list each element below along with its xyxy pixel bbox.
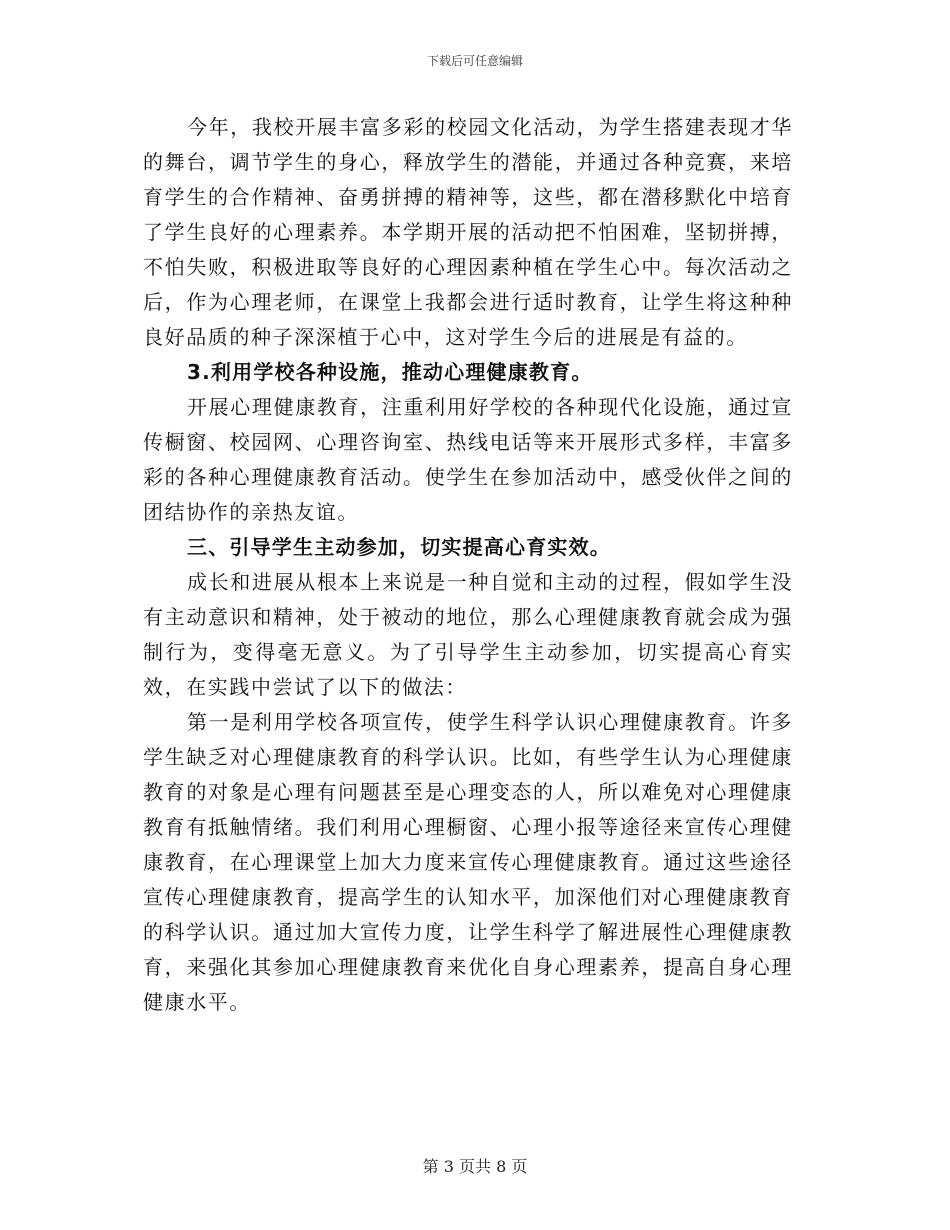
paragraph-active-participation: 成长和进展从根本上来说是一种自觉和主动的过程，假如学生没有主动意识和精神，处于被动的地位，那么心理健康教育就会成为强制行为，变得毫无意义。为了引导学生主动参加，切实提高心育实效，在实践中尝试了以下的做法： (143, 570, 793, 699)
section-heading-facilities: 3.利用学校各种设施，推动心理健康教育。 (187, 360, 593, 384)
page-number: 第 3 页共 8 页 (422, 1157, 528, 1176)
paragraph-facilities: 开展心理健康教育，注重利用好学校的各种现代化设施，通过宣传橱窗、校园网、心理咨询室、热线电话等来开展形式多样，丰富多彩的各种心理健康教育活动。使学生在参加活动中，感受伙伴之间的团结协作的亲热友谊。 (143, 395, 793, 524)
section-heading-active-participation: 三、引导学生主动参加，切实提高心育实效。 (187, 535, 611, 559)
page-header-note: 下载后可任意编辑 (426, 54, 523, 68)
paragraph-publicity: 第一是利用学校各项宣传，使学生科学认识心理健康教育。许多学生缺乏对心理健康教育的科学认识。比如，有些学生认为心理健康教育的对象是心理有问题甚至是心理变态的人，所以难免对心理健康教育有抵触情绪。我们利用心理橱窗、心理小报等途径来宣传心理健康教育，在心理课堂上加大力度来宣传心理健康教育。通过这些途径宣传心理健康教育，提高学生的认知水平，加深他们对心理健康教育的科学认识。通过加大宣传力度，让学生科学了解进展性心理健康教育，来强化其参加心理健康教育来优化自身心理素养，提高自身心理健康水平。 (143, 710, 793, 1014)
paragraph-campus-activities: 今年，我校开展丰富多彩的校园文化活动，为学生搭建表现才华的舞台，调节学生的身心，释放学生的潜能，并通过各种竞赛，来培育学生的合作精神、奋勇拼搏的精神等，这些，都在潜移默化中培育了学生良好的心理素养。本学期开展的活动把不怕困难，坚韧拼搏，不怕失败，积极进取等良好的心理因素种植在学生心中。每次活动之后，作为心理老师，在课堂上我都会进行适时教育，让学生将这种种良好品质的种子深深植于心中，这对学生今后的进展是有益的。 (143, 115, 793, 349)
document-body (143, 110, 793, 1020)
